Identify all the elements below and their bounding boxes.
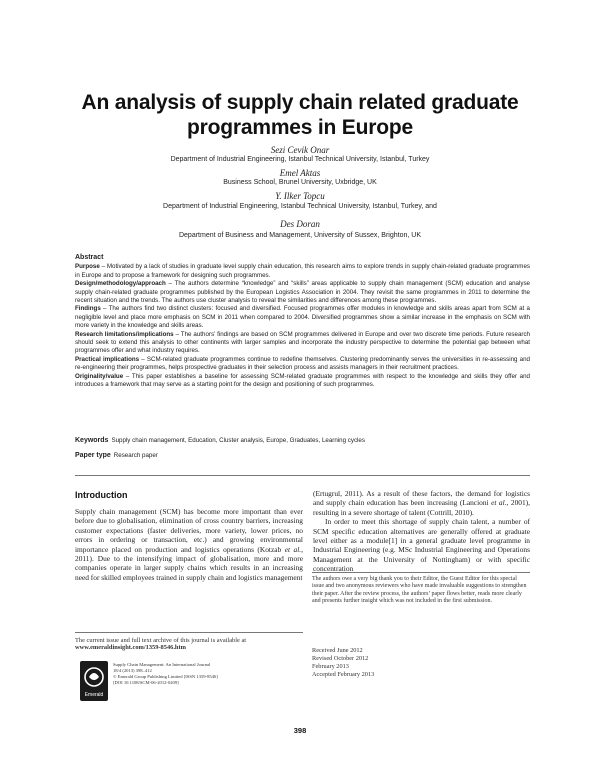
author-affiliation: Department of Industrial Engineering, Istanbul Technical University, Istanbul, Turkey (170, 156, 430, 163)
footnote-divider (312, 572, 530, 573)
author-name: Y. Ilker Topcu (275, 191, 325, 201)
abstract-limitations (75, 331, 530, 356)
journal-url[interactable]: www.emeraldinsight.com/1359-8546.htm (75, 644, 186, 652)
abstract-design (75, 280, 530, 305)
publisher-line: © Emerald Group Publishing Limited [ISSN 1359-8546] (113, 674, 218, 679)
paper-type (75, 452, 530, 459)
intro-text: , 2011). Due to the intensifying impact of globalisation, more and more companies operate in larger supply chains which results in an increasing need for skilled employees trained in supply chain and logistics management (75, 544, 303, 582)
acknowledgement: The authors owe a very big thank you to their Editor, the Guest Editor for this special issue and two anonymous reviewers who have made invaluable suggestions to strengthen their paper. After the review process, the authors’ paper flows better, reads more clearly and presents further insight which was not included in the first submission. (312, 576, 527, 604)
author-name: Des Doran (280, 219, 320, 229)
intro-paragraph (313, 489, 530, 517)
paper-title: An analysis of supply chain related graduate programmes in Europe (81, 91, 519, 139)
abstract-originality (75, 373, 530, 390)
journal-note (75, 637, 303, 652)
author-affiliation: Business School, Brunel University, Uxbridge, UK (223, 179, 377, 186)
date-line: Revised October 2012 (312, 655, 369, 662)
abstract-text: – SCM-related graduate programmes continue to redefine themselves. Clustering predominantly serves the universities in re-assessing and re-engineering their programmes, helps prospective graduates in their selection process and assists managers in their recruitment practices. (75, 355, 530, 372)
intro-paragraph: In order to meet this shortage of supply chain talent, a number of SCM specific education alternatives are generally offered at graduate level either as a module[1] in a general graduate level programme in Industrial Engineering (e.g. MSc Industrial Engineering and Operations Management at the University of Nottingham) or with specific concentration (313, 517, 530, 574)
abstract-label: Purpose (75, 263, 100, 271)
page-number: 398 (293, 726, 307, 735)
abstract-heading: Abstract (75, 254, 104, 261)
date-line: February 2013 (312, 663, 349, 670)
intro-paragraph (75, 507, 303, 582)
abstract-label: Findings (75, 305, 101, 313)
publisher-line: Supply Chain Management: An International Journal (113, 662, 211, 667)
abstract-text: – The authors find two distinct clusters: focused and diversified. Focused programmes offer modules in knowledge and skills areas apart from SCM at a negligible level and place more emphasis on SCM in 2011 when compared to 2004. Diversified programmes show a similar increase in the emphasis on SCM with more variety in the knowledge and skills areas. (75, 305, 530, 330)
paper-type-text: Research paper (113, 452, 158, 459)
abstract-text: – The authors determine “knowledge” and “skills” areas applicable to supply chain management (SCM) education and analyse supply chain-related graduate programmes published by the European Logistics Association in 2004. They revisit the same programmes in 2011 to determine the recent situation and the trends. The authors use cluster analysis to reveal the similarities and differences among these programmes. (75, 280, 530, 305)
intro-text: , 2001), resulting in a severe shortage of talent (Cottrill, 2010). (313, 498, 530, 517)
introduction-heading: Introduction (75, 490, 128, 500)
author-affiliation: Department of Industrial Engineering, Istanbul Technical University, Istanbul, Turkey, and (163, 203, 437, 210)
author-affiliation: Department of Business and Management, University of Sussex, Brighton, UK (178, 232, 421, 239)
author-name: Sezi Cevik Onar (270, 145, 330, 155)
abstract-label: Research limitations/implications (75, 330, 174, 338)
abstract-text: – This paper establishes a baseline for assessing SCM-related graduate programmes with respect to the knowledge and skills they offer and introduces a framework that may serve as a starting point for the design and positioning of such programmes. (75, 372, 530, 389)
date-line: Received June 2012 (312, 647, 363, 654)
intro-text: (Ertugrul, 2011). As a result of these factors, the demand for logistics and supply chain education has been increasing (Lancioni (313, 489, 530, 508)
author-name: Emel Aktas (279, 168, 321, 178)
publisher-line: [DOI 10.1108/SCM-06-2012-0209] (113, 680, 179, 685)
keywords-text: Supply chain management, Education, Cluster analysis, Europe, Graduates, Learning cycles (111, 437, 365, 444)
abstract-text: – The authors’ findings are based on SCM programmes delivered in Europe and over two discrete time periods. Future research should seek to extend this analysis to other continents with larger samples and incorporate the industry perspective to determine the potential gap between what programmes offer and what industry requires. (75, 330, 530, 355)
column-divider (75, 632, 303, 633)
abstract-label: Design/methodology/approach (75, 280, 166, 288)
abstract (75, 254, 530, 390)
section-divider (75, 475, 530, 476)
logo-text: Emerald (84, 692, 104, 698)
abstract-practical (75, 356, 530, 373)
emerald-logo (80, 661, 108, 701)
publisher-info (113, 662, 223, 686)
publisher-line: 18/4 (2013) 398–412 (113, 668, 152, 673)
keywords-label: Keywords (75, 437, 109, 444)
abstract-label: Practical implications (75, 355, 140, 363)
intro-text: Supply chain management (SCM) has become more important than ever before due to globalisation, elimination of cross country barriers, increasing customer expectations (faster deliveries, more variety, lower prices, no errors in ordering or transaction, etc.) and growing environmental importance placed on production and logistics operations (Kotzab (75, 507, 303, 554)
keywords (75, 437, 530, 444)
intro-left-column (75, 507, 303, 582)
intro-text-italic: et al. (284, 544, 302, 554)
intro-text-italic: et al. (491, 498, 507, 508)
intro-right-column (313, 489, 530, 574)
abstract-purpose (75, 263, 530, 280)
abstract-text: – Motivated by a lack of studies in graduate level supply chain education, this research aims to explore trends in supply chain-related graduate programmes in Europe and to propose a framework for designing such programmes. (75, 263, 530, 279)
abstract-label: Originality/value (75, 372, 124, 380)
journal-note-text: The current issue and full text archive of this journal is available at (75, 637, 247, 644)
abstract-findings (75, 305, 530, 330)
paper-type-label: Paper type (75, 452, 111, 459)
date-line: Accepted February 2013 (312, 671, 375, 678)
article-dates (312, 647, 462, 679)
